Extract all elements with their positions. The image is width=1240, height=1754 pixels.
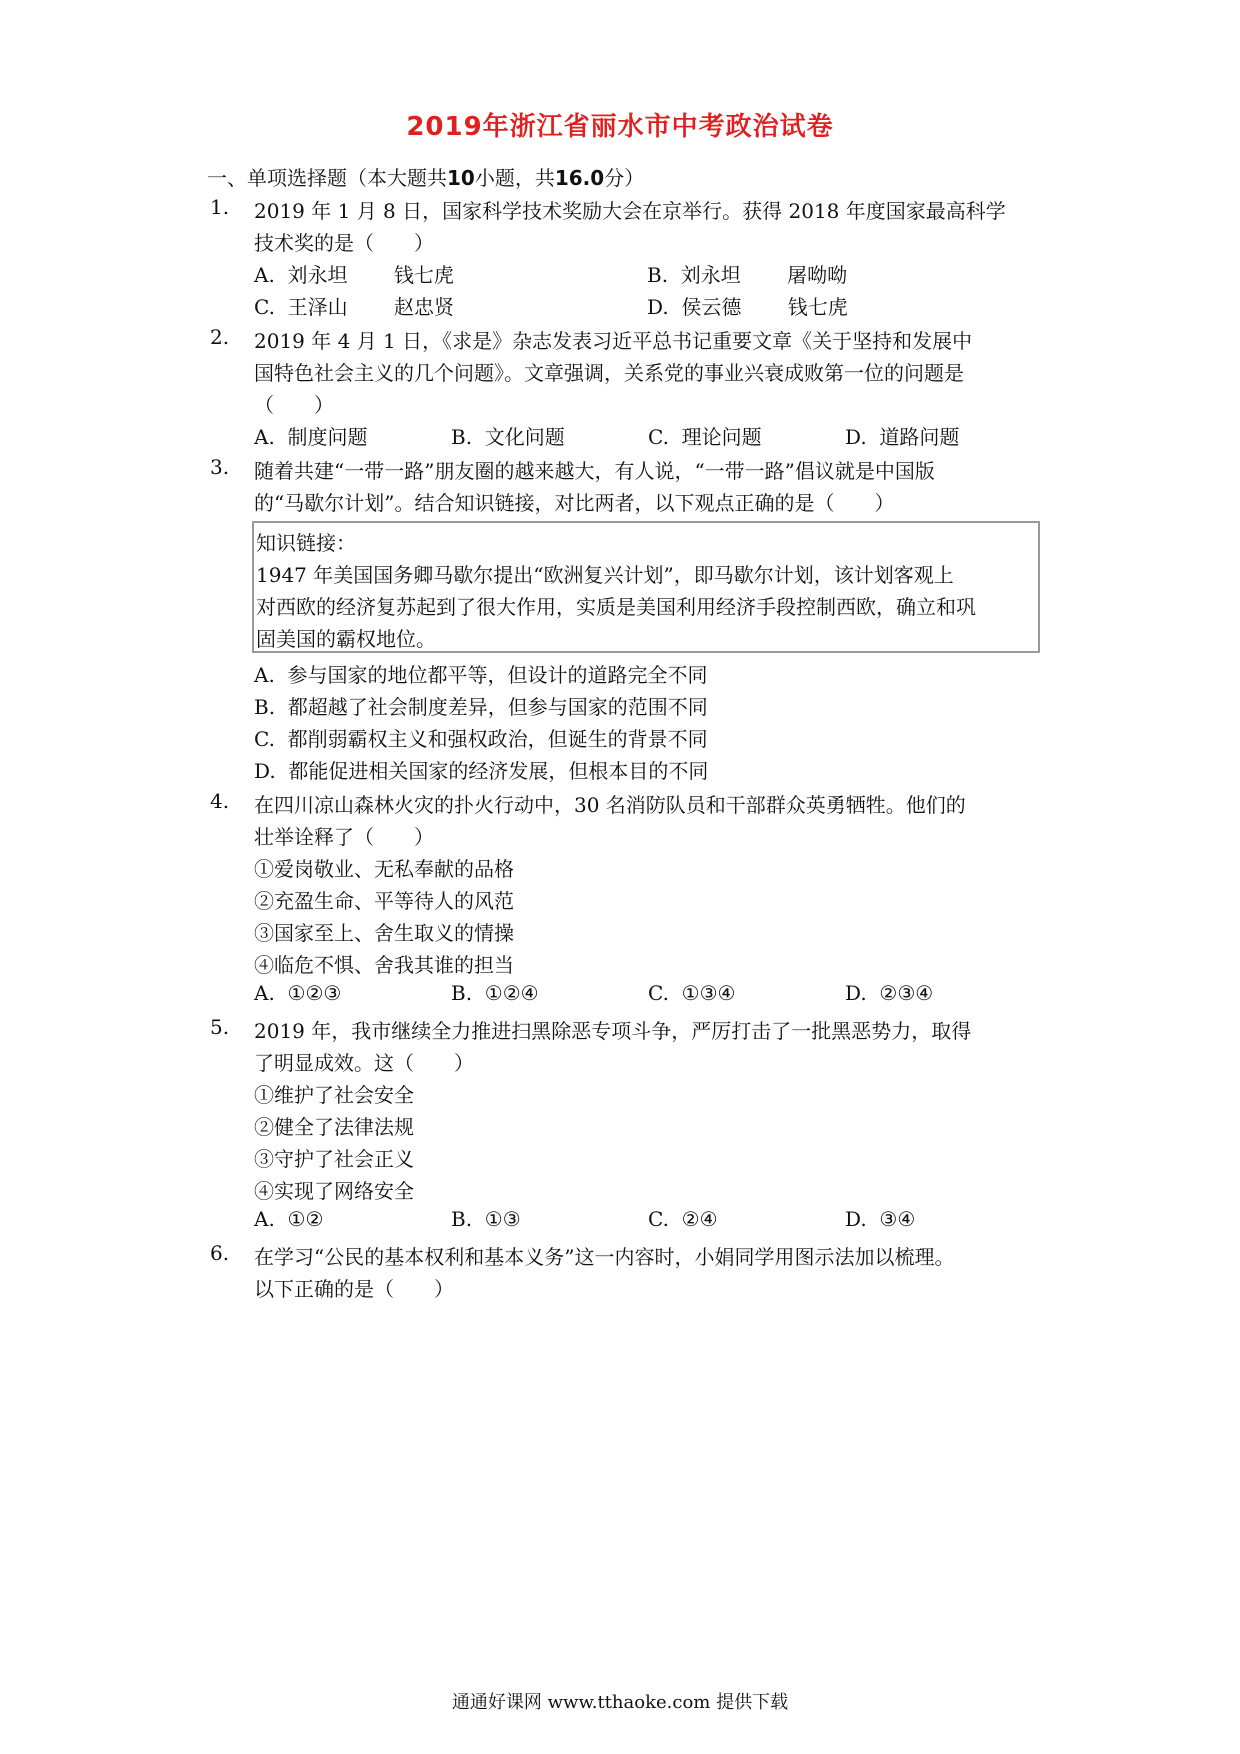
option-d: D. 都能促进相关国家的经济发展，但根本目的不同: [254, 759, 709, 783]
question-text-line: 2019 年 1 月 8 日，国家科学技术奖励大会在京举行。获得 2018 年度国家最高科学: [254, 199, 1006, 223]
question-number: 3.: [210, 455, 230, 479]
knowledge-link-text: 固美国的霸权地位。: [256, 627, 436, 651]
option-c: C. ②④: [648, 1207, 718, 1231]
question-text-line: 技术奖的是（ ）: [254, 231, 434, 255]
question-number: 2.: [210, 325, 230, 349]
option-c: C. 理论问题: [648, 425, 762, 449]
option-b: B. 文化问题: [451, 425, 565, 449]
question-text-line: 以下正确的是（ ）: [254, 1277, 454, 1301]
statement-3: ③守护了社会正义: [254, 1147, 414, 1171]
question-text-line: 的“马歇尔计划”。结合知识链接，对比两者，以下观点正确的是（ ）: [254, 491, 895, 515]
statement-4: ④临危不惧、舍我其谁的担当: [254, 953, 514, 977]
option-a: A. 参与国家的地位都平等，但设计的道路完全不同: [254, 663, 708, 687]
option-c: C. 王泽山 赵忠贤: [254, 295, 455, 319]
statement-2: ②健全了法律法规: [254, 1115, 414, 1139]
question-number: 5.: [210, 1015, 230, 1039]
option-c: C. 都削弱霸权主义和强权政治，但诞生的背景不同: [254, 727, 708, 751]
statement-1: ①爱岗敬业、无私奉献的品格: [254, 857, 514, 881]
question-text-line: 了明显成效。这（ ）: [254, 1051, 474, 1075]
exam-title: 2019年浙江省丽水市中考政治试卷: [406, 112, 834, 142]
statement-3: ③国家至上、舍生取义的情操: [254, 921, 514, 945]
question-number: 4.: [210, 789, 230, 813]
option-d: D. 道路问题: [845, 425, 960, 449]
option-b: B. 刘永坦 屠呦呦: [647, 263, 848, 287]
section-heading: 一、单项选择题（本大题共10小题，共16.0分）: [207, 166, 645, 190]
question-text-line: （ ）: [254, 393, 334, 417]
statement-2: ②充盈生命、平等待人的风范: [254, 889, 514, 913]
knowledge-link-text: 对西欧的经济复苏起到了很大作用，实质是美国利用经济手段控制西欧，确立和巩: [256, 595, 976, 619]
option-a: A. ①②: [254, 1207, 324, 1231]
option-a: A. 刘永坦 钱七虎: [254, 263, 454, 287]
question-text-line: 2019 年，我市继续全力推进扫黑除恶专项斗争，严厉打击了一批黑恶势力，取得: [254, 1019, 972, 1043]
question-text-line: 国特色社会主义的几个问题》。文章强调，关系党的事业兴衰成败第一位的问题是: [254, 361, 964, 385]
option-b: B. 都超越了社会制度差异，但参与国家的范围不同: [254, 695, 708, 719]
knowledge-link-heading: 知识链接：: [256, 531, 356, 555]
statement-1: ①维护了社会安全: [254, 1083, 414, 1107]
option-b: B. ①②④: [451, 981, 539, 1005]
question-text-line: 壮举诠释了（ ）: [254, 825, 434, 849]
knowledge-link-text: 1947 年美国国务卿马歇尔提出“欧洲复兴计划”，即马歇尔计划，该计划客观上: [256, 563, 954, 587]
option-a: A. 制度问题: [254, 425, 368, 449]
question-text-line: 随着共建“一带一路”朋友圈的越来越大，有人说，“一带一路”倡议就是中国版: [254, 459, 935, 483]
question-number: 1.: [210, 195, 230, 219]
question-text-line: 2019 年 4 月 1 日，《求是》杂志发表习近平总书记重要文章《关于坚持和发展中: [254, 329, 973, 353]
question-text-line: 在四川凉山森林火灾的扑火行动中，30 名消防队员和干部群众英勇牺牲。他们的: [254, 793, 966, 817]
question-text-line: 在学习“公民的基本权利和基本义务”这一内容时，小娟同学用图示法加以梳理。: [254, 1245, 955, 1269]
option-d: D. 侯云德 钱七虎: [647, 295, 848, 319]
option-c: C. ①③④: [648, 981, 736, 1005]
question-number: 6.: [210, 1241, 230, 1265]
option-a: A. ①②③: [254, 981, 342, 1005]
statement-4: ④实现了网络安全: [254, 1179, 414, 1203]
page-footer: 通通好课网 www.tthaoke.com 提供下载: [451, 1692, 789, 1713]
option-d: D. ②③④: [845, 981, 934, 1005]
option-d: D. ③④: [845, 1207, 916, 1231]
option-b: B. ①③: [451, 1207, 521, 1231]
